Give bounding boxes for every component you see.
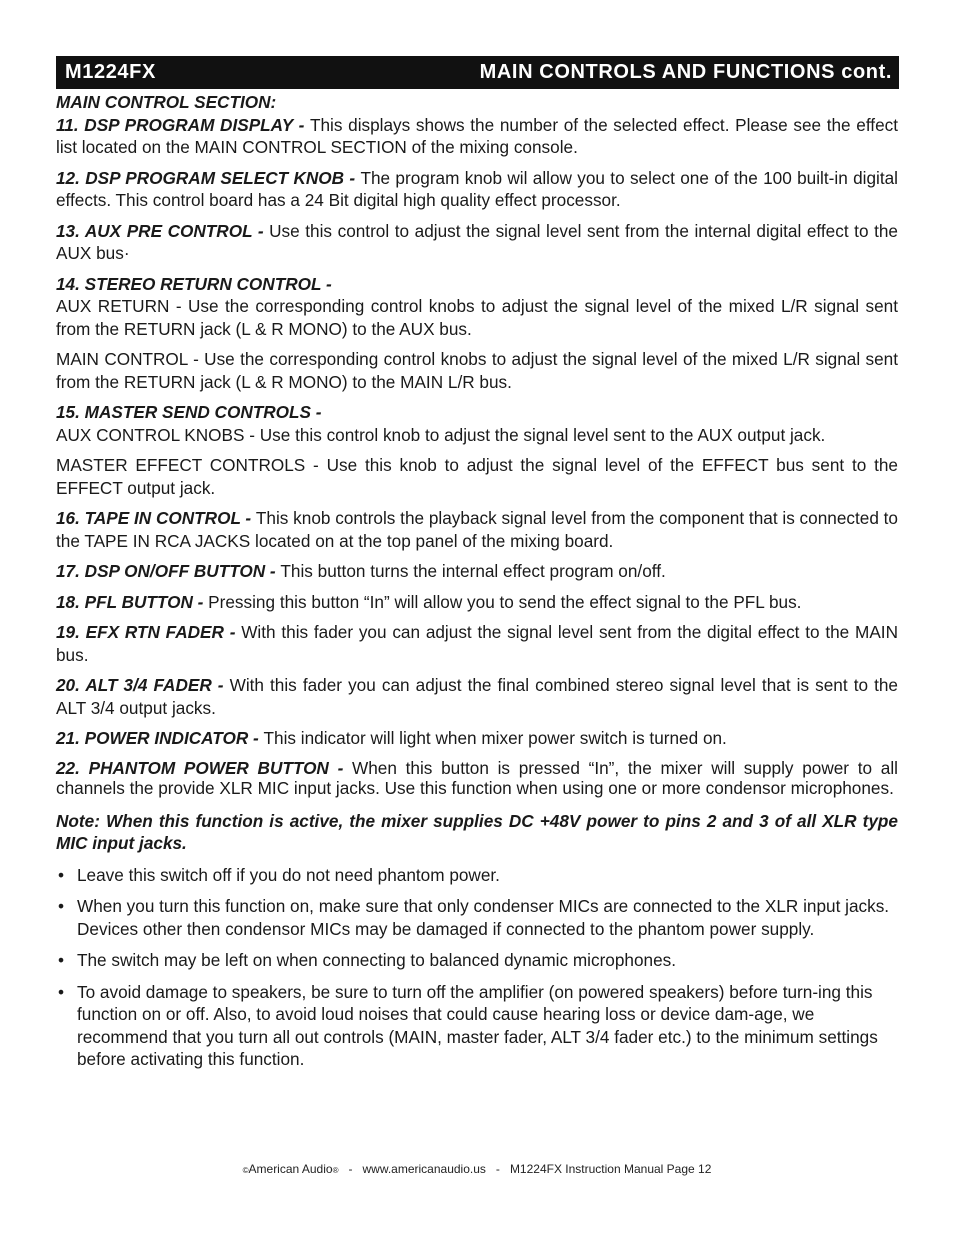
bullet-icon: • <box>58 896 65 916</box>
item-text: MAIN CONTROL - Use the corresponding control knobs to adjust the signal level of the mixed L/R signal sent from the RETURN jack (L & R MONO) to the MAIN L/R bus. <box>56 349 898 392</box>
item-19 <box>56 621 898 666</box>
page-footer <box>0 1162 954 1176</box>
item-text: With this fader you can adjust the final combined stereo signal level that is sent to the ALT 3/4 output jacks. <box>56 675 898 718</box>
item-label: 14. STEREO RETURN CONTROL - <box>56 273 332 294</box>
item-21 <box>56 727 898 750</box>
item-label: 12. DSP PROGRAM SELECT KNOB - <box>56 167 361 188</box>
bullet-text: When you turn this function on, make sure that only condenser MICs are connected to the XLR input jacks. Devices other then condensor MICs may be damaged if connected to the phantom power supply. <box>77 896 890 939</box>
item-15-master-effect-controls <box>56 454 898 499</box>
item-14-aux-return <box>56 295 898 340</box>
item-label: 20. ALT 3/4 FADER - <box>56 675 230 695</box>
footer-manual-page: M1224FX Instruction Manual Page 12 <box>509 1162 712 1176</box>
list-item <box>56 895 898 940</box>
page-header <box>56 56 899 89</box>
item-label: 21. POWER INDICATOR - <box>56 728 264 748</box>
item-text: When this button is pressed “In”, the mixer will supply power to all channels the provide XLR MIC input jacks. Use this function when using one or more condensor microphones. <box>56 757 898 798</box>
item-14 <box>56 273 898 296</box>
item-label: 15. MASTER SEND CONTROLS - <box>56 402 322 422</box>
bullet-icon: • <box>58 981 65 1002</box>
item-12 <box>56 167 898 212</box>
item-text: With this fader you can adjust the signal level sent from the digital effect to the MAIN bus. <box>56 622 898 665</box>
footer-website: www.americanaudio.us <box>362 1162 486 1176</box>
item-15 <box>56 401 898 424</box>
bullet-text: Leave this switch off if you do not need phantom power. <box>77 864 500 885</box>
item-text: The program knob wil allow you to select one of the 100 built-in digital effects. This control board has a 24 Bit digital high quality effect processor. <box>56 167 898 210</box>
section-heading: MAIN CONTROL SECTION: <box>56 92 277 112</box>
list-item <box>56 949 898 972</box>
item-label: 19. EFX RTN FADER - <box>56 622 242 642</box>
item-13 <box>56 220 898 265</box>
item-11 <box>56 114 898 159</box>
phantom-power-note: Note: When this function is active, the mixer supplies DC +48V power to pins 2 and 3 of all XLR type MIC input jacks. <box>56 810 898 853</box>
item-label: 17. DSP ON/OFF BUTTON - <box>56 561 281 581</box>
bullet-text: To avoid damage to speakers, be sure to turn off the amplifier (on powered speakers) before turn-ing this function on or off. Also, to avoid loud noises that could cause hearing loss or device dam-age, we recommend that you turn all out controls (MAIN, master fader, ALT 3/4 fader etc.) to the minimum settings before activating this function. <box>77 981 878 1069</box>
bullet-text: The switch may be left on when connecting to balanced dynamic microphones. <box>77 950 677 970</box>
footer-brand: American Audio <box>248 1162 333 1176</box>
item-text: AUX RETURN - Use the corresponding control knobs to adjust the signal level of the mixed L/R signal sent from the RETURN jack (L & R MONO) to the AUX bus. <box>56 296 898 339</box>
item-text: This button turns the internal effect program on/off. <box>280 561 666 581</box>
item-17 <box>56 560 898 583</box>
item-label: 13. AUX PRE CONTROL - <box>56 220 270 241</box>
bullet-icon: • <box>58 950 65 970</box>
item-text: This displays shows the number of the selected effect. Please see the effect list located on the MAIN CONTROL SECTION of the mixing console. <box>56 114 898 157</box>
item-16 <box>56 507 898 552</box>
item-label: 18. PFL BUTTON - <box>56 591 209 612</box>
item-text: Pressing this button “In” will allow you to send the effect signal to the PFL bus. <box>208 591 802 612</box>
main-content <box>56 91 898 1080</box>
item-text: This knob controls the playback signal level from the component that is connected to the TAPE IN RCA JACKS located on at the top panel of the mixing board. <box>56 508 898 551</box>
copyright-symbol: © <box>242 1166 249 1175</box>
phantom-power-bullets <box>56 864 898 1071</box>
model-name: M1224FX <box>65 61 156 83</box>
item-text: MASTER EFFECT CONTROLS - Use this knob to adjust the signal level of the EFFECT bus sent to the EFFECT output jack. <box>56 455 898 498</box>
item-label: 11. DSP PROGRAM DISPLAY - <box>56 114 310 135</box>
item-label: 22. PHANTOM POWER BUTTON - <box>56 757 353 778</box>
item-22 <box>56 758 898 799</box>
item-text: AUX CONTROL KNOBS - Use this control knob to adjust the signal level sent to the AUX output jack. <box>56 424 826 445</box>
item-text: This indicator will light when mixer power switch is turned on. <box>263 728 727 748</box>
list-item <box>56 981 898 1071</box>
page-title: MAIN CONTROLS AND FUNCTIONS cont. <box>479 61 892 83</box>
item-label: 16. TAPE IN CONTROL - <box>56 508 256 528</box>
footer-separator: - <box>495 1162 500 1176</box>
footer-separator: - <box>348 1162 353 1176</box>
list-item <box>56 864 898 887</box>
item-20 <box>56 674 898 719</box>
registered-symbol: ® <box>332 1166 339 1175</box>
item-14-main-control <box>56 348 898 393</box>
item-18 <box>56 591 898 614</box>
item-15-aux-control-knobs <box>56 424 898 447</box>
item-text: Use this control to adjust the signal level sent from the internal digital effect to the AUX bus· <box>56 220 898 263</box>
bullet-icon: • <box>58 864 65 885</box>
